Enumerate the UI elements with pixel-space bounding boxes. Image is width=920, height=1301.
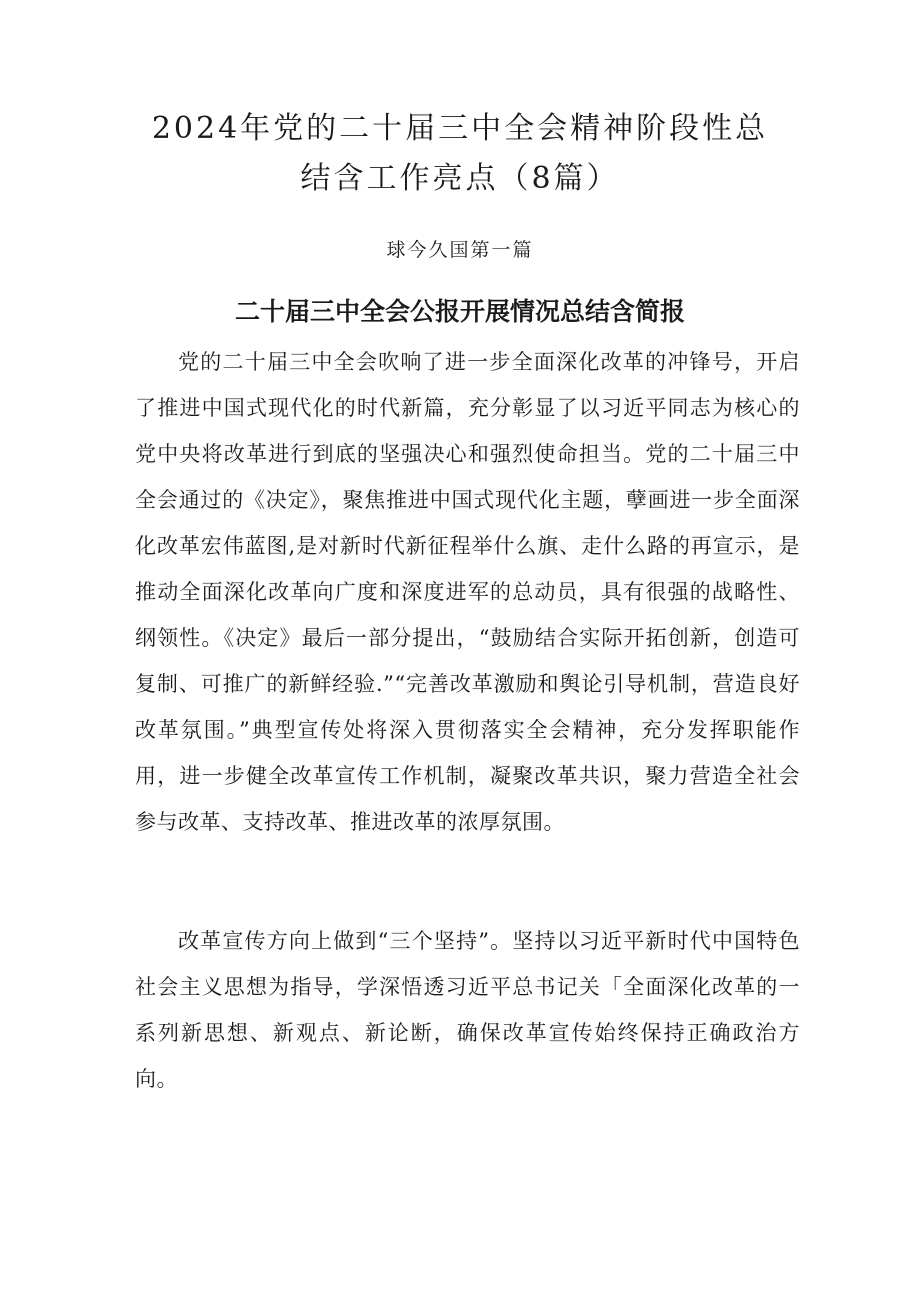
section-label: 球今久国第一篇 [386, 239, 534, 261]
document-title [60, 104, 860, 204]
body-paragraph-1: 党的二十届三中全会吹响了进一步全面深化改革的冲锋号，开启了推进中国式现代化的时代新篇，充分彰显了以习近平同志为核心的党中央将改革进行到底的坚强决心和强烈使命担当。党的二十届三中全会通过的《决定》，聚焦推进中国式现代化主题，孽画进一步全面深化改革宏伟蓝图,是对新时代新征程举什么旗、走什么路的再宣示，是推动全面深化改革向广度和深度进军的总动员，具有很强的战略性、纲领性。《决定》最后一部分提出，“鼓励结合实际开拓创新，创造可复制、可推广的新鲜经验.”“完善改革激励和舆论引导机制，营造良好改革氛围。”典型宣传处将深入贯彻落实全会精神，充分发挥职能作用，进一步健全改革宣传工作机制，凝聚改革共识，聚力营造全社会参与改革、支持改革、推进改革的浓厚氛围。 [135, 350, 800, 834]
document-title-line-1: 2024年党的二十届三中全会精神阶段性总 [151, 111, 769, 146]
body-paragraph-2: 改革宣传方向上做到“三个坚持”。坚持以习近平新时代中国特色社会主义思想为指导，学深悟透习近平总书记关「全面深化改革的一系列新思想、新观点、新论断，确保改革宣传始终保持正确政治方向。 [135, 929, 800, 1091]
document-title-line-2: 结含工作亮点（8篇） [300, 161, 620, 196]
article-title: 二十届三中全会公报开展情况总结含简报 [234, 297, 685, 326]
